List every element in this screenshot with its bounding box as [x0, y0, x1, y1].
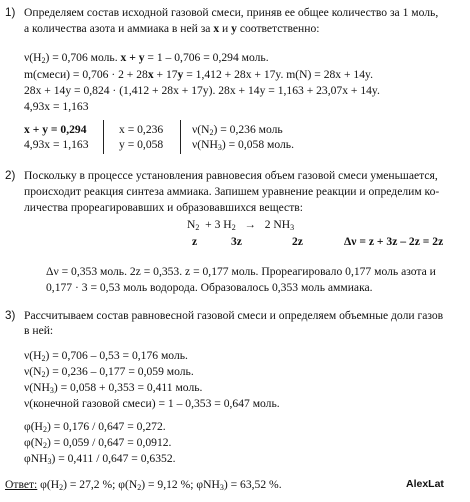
- z-h2: 3z: [231, 235, 242, 248]
- section-1-intro-line1: Определяем состав исходной газовой смеси, приняв ее общее количество за 1 моль,: [24, 6, 439, 19]
- section-1-number: 1): [5, 6, 16, 19]
- n2-result: $\nu(N_2) = 0,236$ моль: [192, 123, 283, 137]
- h2-equilibrium: $\nu(H_2) = 0,706 - 0,53 = 0,176$ моль.: [24, 349, 188, 363]
- mass-fraction-equation: 28x + 14y = 0,824 · (1,412 + 28x + 17y). 28x + 14y = 1,163 + 23,07x + 14y.: [24, 84, 380, 97]
- answer-line: Ответ: $\varphi(H_2) = 27,2$ %; $\varphi(N_2) = 9,12$ %; φNH$_3$) = 63,52 %.: [5, 478, 282, 492]
- section-3-line2: в ней:: [24, 324, 54, 337]
- author-signature: AlexLat: [406, 478, 444, 490]
- phi-h2: $\varphi(H_2) = 0,176 / 0,647 = 0,272$.: [24, 420, 166, 434]
- system-eq-2: 4,93x = 1,163: [24, 138, 89, 151]
- section-3-line1: Рассчитываем состав равновесной газовой смеси и определяем объемные доли газов: [24, 309, 444, 322]
- n2-equilibrium: $\nu(N_2) = 0,236 - 0,177 = 0,059$ моль.: [24, 365, 194, 379]
- x-equation: 4,93x = 1,163: [24, 100, 89, 113]
- phi-nh3: φNH$_3$) = 0,411 / 0,647 = 0,6352.: [24, 452, 176, 466]
- nh3-result: $\nu(NH_3) = 0,058$ моль.: [192, 138, 294, 152]
- section-3-number: 3): [5, 309, 16, 322]
- section-1-intro-line2: а количества азота и аммиака в ней за x и y соответственно:: [24, 22, 320, 35]
- x-result: x = 0,236: [119, 123, 164, 136]
- reaction-result-line1: Δν = 0,353 моль. 2z = 0,353. z = 0,177 моль. Прореагировало 0,177 моль азота и: [46, 265, 436, 278]
- nh3-equilibrium: $\nu(NH_3) = 0,058 + 0,353 = 0,411$ моль.: [24, 381, 203, 395]
- section-2-line1: Поскольку в процессе установления равновесия объем газовой смеси уменьшается,: [24, 169, 438, 182]
- phi-n2: $\varphi(N_2) = 0,059 / 0,647 = 0,0912$.: [24, 436, 172, 450]
- z-n2: z: [192, 235, 198, 248]
- y-result: y = 0,058: [119, 138, 164, 151]
- system-divider-2: [180, 120, 181, 154]
- z-nh3: 2z: [292, 235, 303, 248]
- section-2-number: 2): [5, 169, 16, 182]
- h2-initial-amount: $\nu(H_2) = 0,706$ моль. x + y = 1 – 0,706 = 0,294 моль.: [24, 51, 269, 65]
- final-mixture-amount: ν(конечной газовой смеси) = 1 – 0,353 = 0,647 моль.: [24, 397, 280, 410]
- system-divider-1: [103, 120, 104, 154]
- mixture-mass-line: m(смеси) = 0,706 · 2 + 28x + 17y = 1,412 + 28x + 17y. m(N) = 28x + 14y.: [24, 68, 373, 81]
- reaction-equation: $N_2 + 3$ $H_2$ → 2 $NH_3$: [187, 218, 295, 232]
- answer-label: Ответ:: [5, 478, 38, 491]
- system-eq-1: x + y = 0,294: [24, 123, 87, 136]
- delta-nu-expression: Δν = z + 3z – 2z = 2z: [344, 235, 444, 248]
- reaction-result-line2: 0,177 · 3 = 0,53 моль водорода. Образовалось 0,353 моль аммиака.: [46, 281, 373, 294]
- section-2-line2: происходит реакция синтеза аммиака. Запишем уравнение реакции и определим ко-: [24, 185, 440, 198]
- section-2-line3: личества прореагировавших и образовавшихся веществ:: [24, 201, 303, 214]
